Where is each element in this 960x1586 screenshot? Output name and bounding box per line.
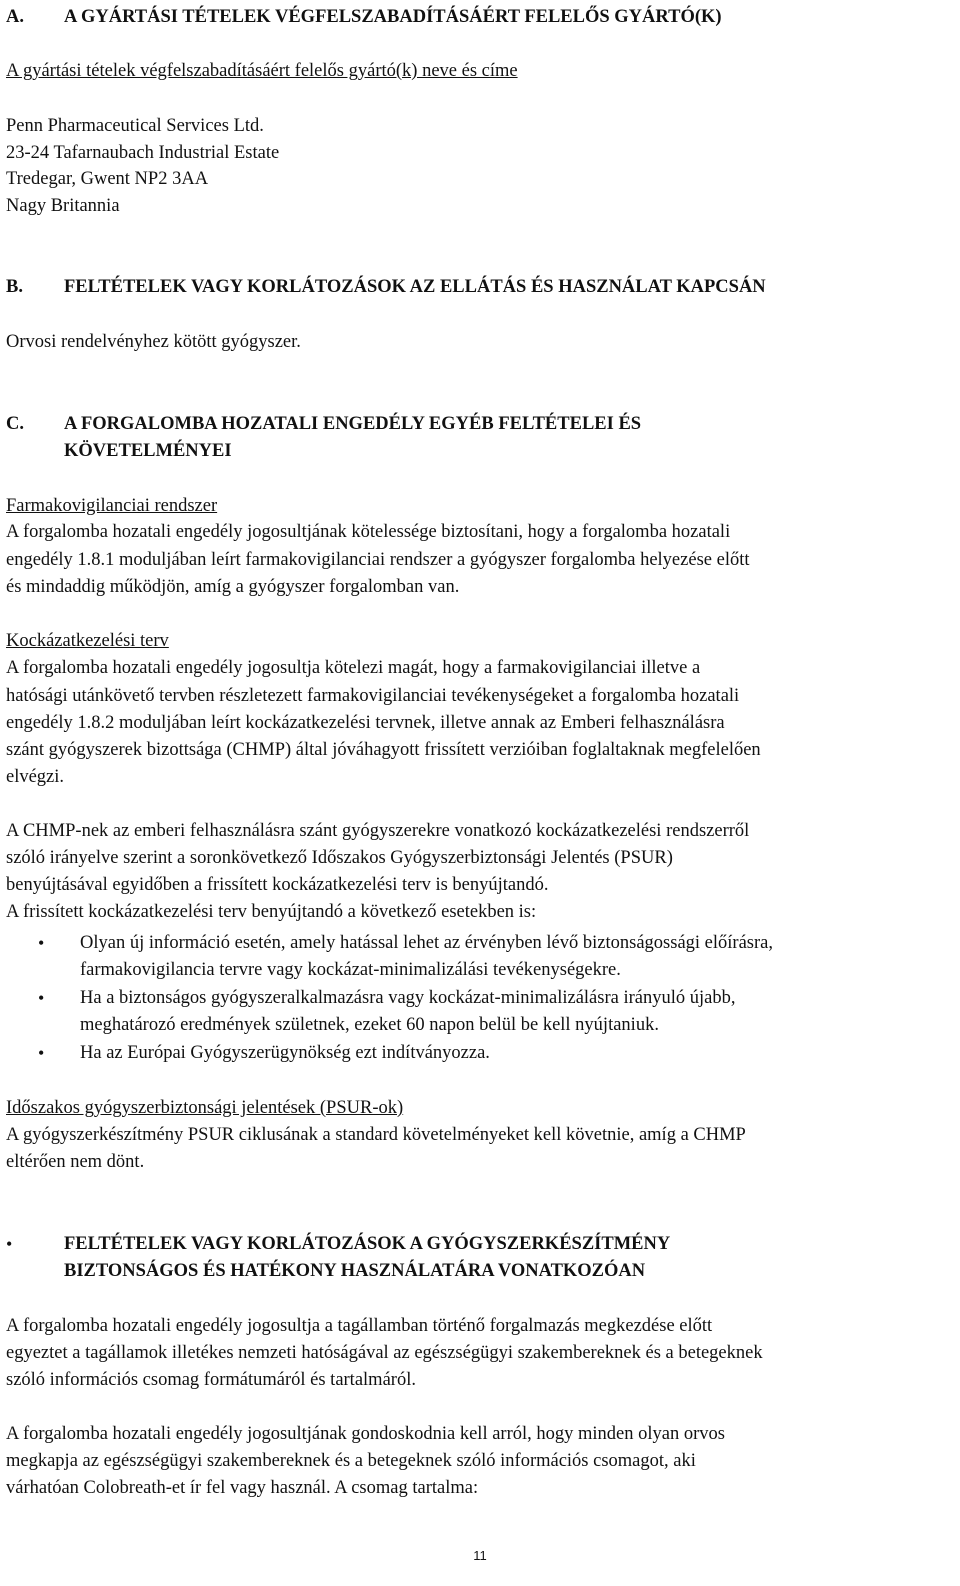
section-d-para1-line-2: egyeztet a tagállamok illetékes nemzeti hatóságával az egészségügyi szakembereknek és a betegeknek [6,1343,763,1363]
chmp-line-2: szóló irányelve szerint a soronkövetkező Időszakos Gyógyszerbiztonsági Jelentés (PSUR) [6,848,673,868]
address-line-4: Nagy Britannia [6,196,120,216]
pv-line-1: A forgalomba hozatali engedély jogosultjának kötelessége biztosítani, hogy a forgalomba hozatali [6,522,731,542]
psur-line-1: A gyógyszerkészítmény PSUR ciklusának a standard követelményeket kell követnie, amíg a CHMP [6,1125,746,1145]
section-d-para1-line-1: A forgalomba hozatali engedély jogosultja a tagállamban történő forgalmazás megkezdése előtt [6,1316,713,1336]
bullet-1-symbol: • [38,933,45,953]
section-c-title-line-2: KÖVETELMÉNYEI [64,441,232,461]
address-line-3: Tredegar, Gwent NP2 3AA [6,169,209,189]
page-number: 11 [473,1548,487,1563]
rmp-line-2: hatósági utánkövető tervben részletezett farmakovigilanciai tevékenységeket a forgalomba hozatali [6,686,740,706]
bullet-2-line-2: meghatározó eredmények születnek, ezeket 60 napon belül be kell nyújtaniuk. [80,1015,659,1035]
section-c-label: C. [6,414,24,434]
rmp-line-3: engedély 1.8.2 moduljában leírt kockázatkezelési tervnek, illetve annak az Emberi felhasználásra [6,713,725,733]
section-d-para2-line-2: megkapja az egészségügyi szakembereknek és a betegeknek szóló információs csomagot, aki [6,1451,696,1471]
address-line-2: 23-24 Tafarnaubach Industrial Estate [6,143,280,163]
section-b-text: Orvosi rendelvényhez kötött gyógyszer. [6,332,301,352]
rmp-line-5: elvégzi. [6,767,65,787]
pv-line-2: engedély 1.8.1 moduljában leírt farmakovigilanciai rendszer a gyógyszer forgalomba helyezése előtt [6,550,750,570]
section-c-title-line-1: A FORGALOMBA HOZATALI ENGEDÉLY EGYÉB FELTÉTELEI ÉS [64,414,642,434]
manufacturer-subheading: A gyártási tételek végfelszabadításáért felelős gyártó(k) neve és címe [6,61,518,81]
chmp-line-1: A CHMP-nek az emberi felhasználásra szánt gyógyszerekre vonatkozó kockázatkezelési rendszerről [6,821,750,841]
bullet-2-symbol: • [38,988,45,1008]
section-d-title-line-2: BIZTONSÁGOS ÉS HATÉKONY HASZNÁLATÁRA VONATKOZÓAN [64,1261,646,1281]
address-line-1: Penn Pharmaceutical Services Ltd. [6,116,264,136]
section-d-title-line-1: FELTÉTELEK VAGY KORLÁTOZÁSOK A GYÓGYSZERKÉSZÍTMÉNY [64,1234,671,1254]
rmp-line-4: szánt gyógyszerek bizottsága (CHMP) által jóváhagyott frissített verzióiban foglaltaknak megfelelően [6,740,761,760]
section-d-para1-line-3: szóló információs csomag formátumáról és tartalmáról. [6,1370,416,1390]
section-a-heading [6,4,722,30]
section-b-title: FELTÉTELEK VAGY KORLÁTOZÁSOK AZ ELLÁTÁS ÉS HASZNÁLAT KAPCSÁN [64,277,766,297]
bullet-1-line-2: farmakovigilancia tervre vagy kockázat-minimalizálási tevékenységekre. [80,960,621,980]
rmp-heading: Kockázatkezelési terv [6,631,169,651]
section-d-para2-line-3: várhatóan Colobreath-et ír fel vagy használ. A csomag tartalma: [6,1478,479,1498]
bullet-3-symbol: • [38,1043,45,1063]
section-b-heading [6,274,766,300]
bullet-3-line-1: Ha az Európai Gyógyszerügynökség ezt indítványozza. [80,1043,490,1063]
section-c-heading [6,411,641,437]
psur-line-2: eltérően nem dönt. [6,1152,145,1172]
section-d-bullet: • [6,1234,13,1254]
section-d-para2-line-1: A forgalomba hozatali engedély jogosultjának gondoskodnia kell arról, hogy minden olyan orvos [6,1424,725,1444]
rmp-line-1: A forgalomba hozatali engedély jogosultja kötelezi magát, hogy a farmakovigilanciai illetve a [6,658,701,678]
bullet-1-line-1: Olyan új információ esetén, amely hatással lehet az érvényben lévő biztonságossági előírásra, [80,933,773,953]
pv-heading: Farmakovigilanciai rendszer [6,496,218,516]
section-a-label: A. [6,7,24,27]
section-b-label: B. [6,277,23,297]
pv-line-3: és mindaddig működjön, amíg a gyógyszer forgalomban van. [6,577,460,597]
psur-heading: Időszakos gyógyszerbiztonsági jelentések (PSUR-ok) [6,1098,404,1118]
section-a-title: A GYÁRTÁSI TÉTELEK VÉGFELSZABADÍTÁSÁÉRT FELELŐS GYÁRTÓ(K) [64,7,722,27]
bullet-2-line-1: Ha a biztonságos gyógyszeralkalmazásra vagy kockázat-minimalizálásra irányuló újabb, [80,988,736,1008]
chmp-line-4: A frissített kockázatkezelési terv benyújtandó a következő esetekben is: [6,902,537,922]
chmp-line-3: benyújtásával egyidőben a frissített kockázatkezelési terv is benyújtandó. [6,875,549,895]
